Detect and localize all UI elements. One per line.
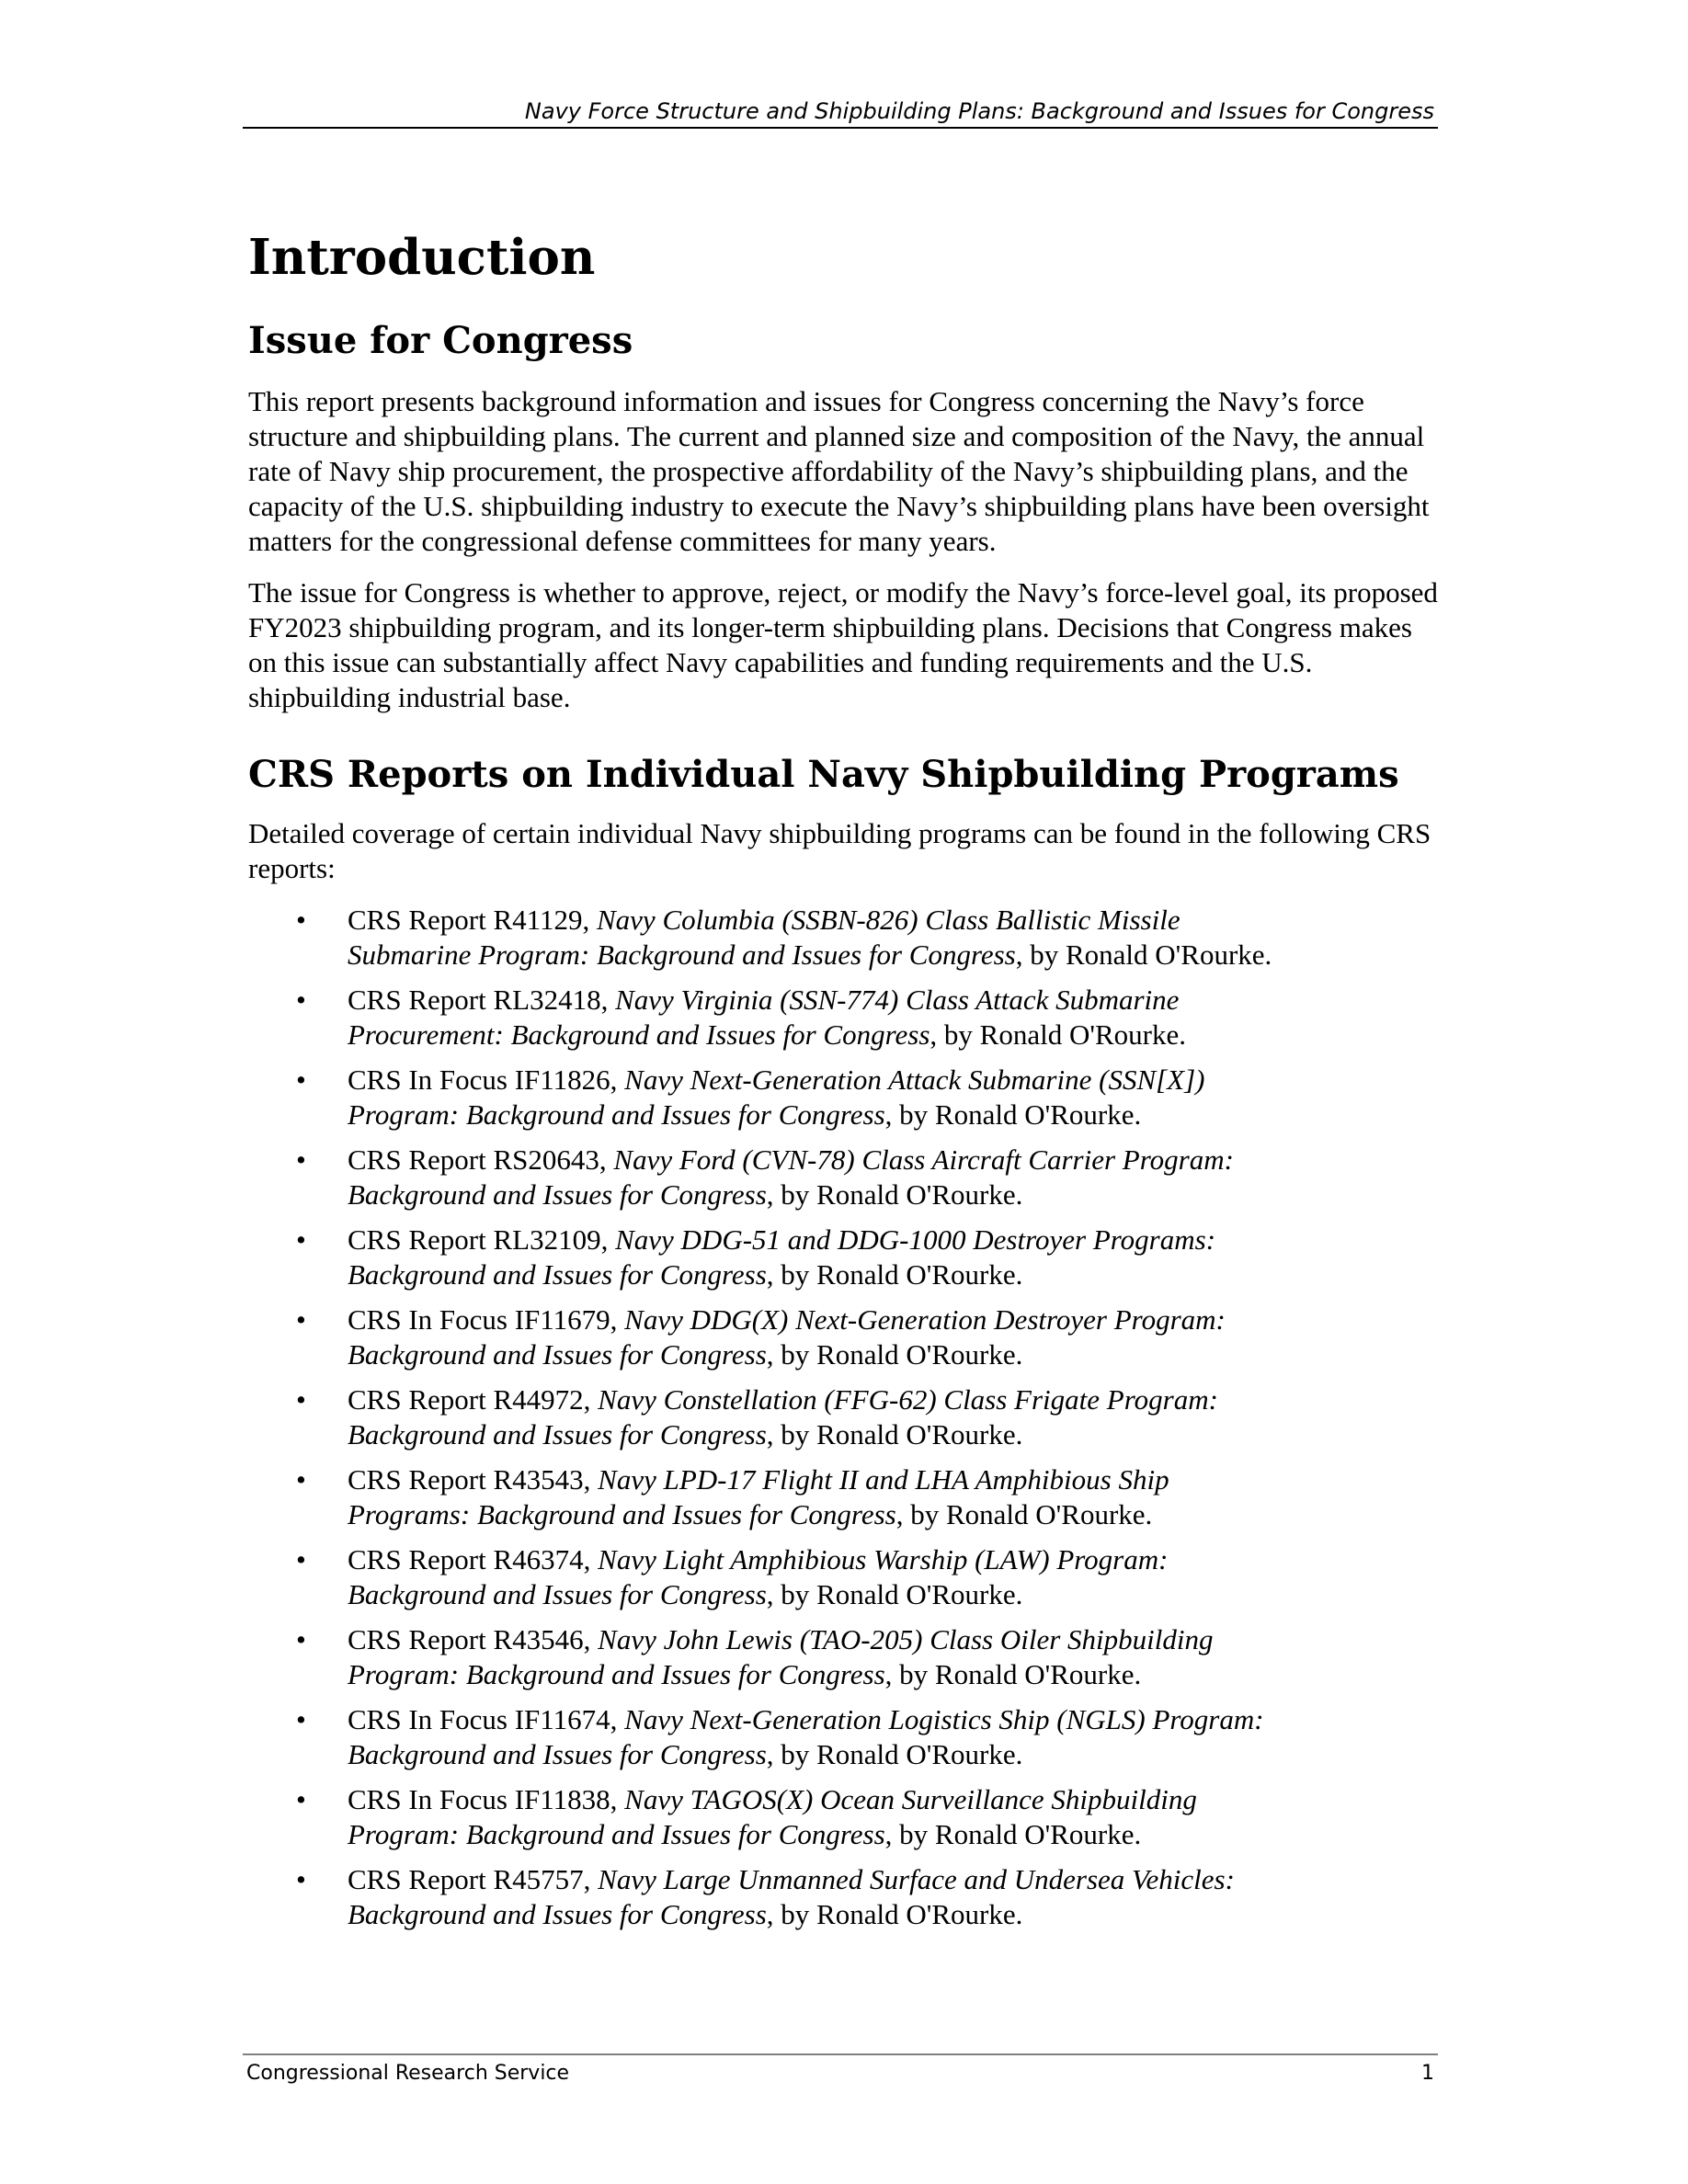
report-author: , by Ronald O'Rourke.	[766, 1578, 1023, 1610]
list-item	[248, 1782, 1407, 1852]
bullet-icon: •	[296, 1143, 306, 1176]
running-header	[243, 97, 1438, 129]
report-line-2	[348, 1817, 1407, 1852]
list-item	[248, 1462, 1407, 1532]
report-line-2	[348, 1177, 1407, 1212]
bullet-icon: •	[296, 1064, 306, 1096]
list-item	[248, 983, 1407, 1052]
report-author: , by Ronald O'Rourke.	[766, 1418, 1023, 1450]
list-item	[248, 1063, 1407, 1132]
crs-report-list	[248, 903, 1443, 1932]
report-title: Navy Constellation (FFG-62) Class Frigate Program:	[598, 1383, 1218, 1416]
report-line-1	[348, 1063, 1407, 1098]
report-line-1	[348, 1782, 1407, 1817]
report-title: Navy Ford (CVN-78) Class Aircraft Carrier Program:	[613, 1143, 1234, 1176]
report-line-2	[348, 1018, 1407, 1052]
page-body	[248, 221, 1443, 1942]
report-line-1	[348, 1302, 1407, 1337]
report-title: Program: Background and Issues for Congress	[348, 1658, 885, 1690]
report-title: Navy Next-Generation Logistics Ship (NGLS) Program:	[624, 1703, 1264, 1735]
report-title: Navy DDG(X) Next-Generation Destroyer Program:	[624, 1303, 1226, 1336]
bullet-icon: •	[296, 1463, 306, 1496]
bullet-icon: •	[296, 1543, 306, 1575]
report-line-2	[348, 1497, 1407, 1532]
report-title: Navy Large Unmanned Surface and Undersea Vehicles:	[598, 1863, 1235, 1895]
bullet-icon: •	[296, 1303, 306, 1336]
report-title: Navy TAGOS(X) Ocean Surveillance Shipbuilding	[624, 1783, 1197, 1815]
report-line-1	[348, 983, 1407, 1018]
report-line-1	[348, 1223, 1407, 1257]
running-title: Navy Force Structure and Shipbuilding Plans: Background and Issues for Congress	[524, 98, 1434, 124]
list-item	[248, 1542, 1407, 1612]
report-prefix: CRS In Focus IF11674,	[348, 1703, 625, 1735]
report-author: , by Ronald O'Rourke.	[884, 1818, 1142, 1850]
bullet-icon: •	[296, 1783, 306, 1815]
list-item	[248, 1302, 1407, 1372]
report-author: , by Ronald O'Rourke.	[766, 1738, 1023, 1770]
report-title: Navy John Lewis (TAO-205) Class Oiler Shipbuilding	[598, 1623, 1214, 1655]
report-title: Submarine Program: Background and Issues for Congress	[348, 938, 1016, 971]
report-title: Background and Issues for Congress	[348, 1338, 767, 1371]
report-prefix: CRS In Focus IF11679,	[348, 1303, 625, 1336]
report-line-2	[348, 938, 1407, 973]
list-item	[248, 1223, 1407, 1292]
report-author: , by Ronald O'Rourke.	[1015, 938, 1272, 971]
list-item	[248, 1862, 1407, 1932]
report-title: Navy Virginia (SSN-774) Class Attack Submarine	[615, 984, 1180, 1016]
report-prefix: CRS Report RL32109,	[348, 1223, 616, 1256]
bullet-icon: •	[296, 1703, 306, 1735]
report-line-1	[348, 1382, 1407, 1417]
page-number: 1	[1421, 2062, 1434, 2085]
report-author: , by Ronald O'Rourke.	[766, 1338, 1023, 1371]
bullet-icon: •	[296, 1223, 306, 1256]
report-title: Navy LPD-17 Flight II and LHA Amphibious Ship	[598, 1463, 1169, 1496]
bullet-icon: •	[296, 1863, 306, 1895]
report-title: Background and Issues for Congress	[348, 1738, 767, 1770]
page-footer	[243, 2053, 1438, 2092]
crs-reports-intro: Detailed coverage of certain individual Navy shipbuilding programs can be found in the following CRS reports:	[248, 817, 1431, 884]
report-author: , by Ronald O'Rourke.	[766, 1258, 1023, 1291]
bullet-icon: •	[296, 1623, 306, 1655]
footer-publisher: Congressional Research Service	[246, 2062, 570, 2085]
list-item	[248, 1622, 1407, 1692]
report-line-1	[348, 1622, 1407, 1657]
report-title: Background and Issues for Congress	[348, 1578, 767, 1610]
issue-paragraph-2: The issue for Congress is whether to approve, reject, or modify the Navy’s force-level goal, its proposed FY2023 shipbuilding program, and its longer-term shipbuilding plans. Decisions that Congress makes on this issue can substantially affect Navy capabilities and funding requirements and the U.S. shipbuilding industrial base.	[248, 576, 1438, 713]
report-author: , by Ronald O'Rourke.	[884, 1098, 1142, 1131]
list-item	[248, 1143, 1407, 1212]
report-title: Programs: Background and Issues for Congress	[348, 1498, 896, 1530]
report-title: Navy Light Amphibious Warship (LAW) Program:	[598, 1543, 1169, 1575]
list-item	[248, 1702, 1407, 1772]
report-line-1	[348, 1702, 1407, 1737]
report-author: , by Ronald O'Rourke.	[895, 1498, 1153, 1530]
report-title: Procurement: Background and Issues for Congress	[348, 1018, 930, 1051]
report-line-2	[348, 1577, 1407, 1612]
bullet-icon: •	[296, 984, 306, 1016]
report-title: Navy DDG-51 and DDG-1000 Destroyer Programs:	[615, 1223, 1216, 1256]
issue-paragraph-1: This report presents background information and issues for Congress concerning the Navy’s force structure and shipbuilding plans. The current and planned size and composition of the Navy, the annual rate of Navy ship procurement, the prospective affordability of the Navy’s shipbuilding plans, and the capacity of the U.S. shipbuilding industry to execute the Navy’s shipbuilding plans have been oversight matters for the congressional defense committees for many years.	[248, 385, 1430, 557]
report-line-2	[348, 1257, 1407, 1292]
report-prefix: CRS Report R43543,	[348, 1463, 599, 1496]
report-line-1	[348, 1542, 1407, 1577]
report-line-2	[348, 1098, 1407, 1132]
report-author: , by Ronald O'Rourke.	[766, 1178, 1023, 1211]
report-title: Program: Background and Issues for Congress	[348, 1818, 885, 1850]
bullet-icon: •	[296, 904, 306, 936]
report-line-2	[348, 1897, 1407, 1932]
page-title: Introduction	[248, 229, 596, 286]
report-prefix: CRS Report R43546,	[348, 1623, 599, 1655]
report-title: Background and Issues for Congress	[348, 1258, 767, 1291]
report-title: Background and Issues for Congress	[348, 1898, 767, 1930]
report-title: Background and Issues for Congress	[348, 1178, 767, 1211]
section-heading-crs-reports: CRS Reports on Individual Navy Shipbuilding Programs	[248, 753, 1399, 796]
report-title: Navy Next-Generation Attack Submarine (SSN[X])	[624, 1064, 1205, 1096]
report-line-1	[348, 903, 1407, 938]
report-prefix: CRS Report RS20643,	[348, 1143, 614, 1176]
report-line-2	[348, 1417, 1407, 1452]
report-prefix: CRS Report R44972,	[348, 1383, 599, 1416]
report-author: , by Ronald O'Rourke.	[766, 1898, 1023, 1930]
report-title: Program: Background and Issues for Congress	[348, 1098, 885, 1131]
report-title: Navy Columbia (SSBN-826) Class Ballistic Missile	[597, 904, 1180, 936]
section-heading-issue: Issue for Congress	[248, 319, 633, 362]
report-author: , by Ronald O'Rourke.	[930, 1018, 1186, 1051]
report-prefix: CRS In Focus IF11838,	[348, 1783, 625, 1815]
report-line-1	[348, 1862, 1407, 1897]
list-item	[248, 1382, 1407, 1452]
report-line-2	[348, 1737, 1407, 1772]
report-prefix: CRS In Focus IF11826,	[348, 1064, 625, 1096]
report-line-1	[348, 1143, 1407, 1177]
report-line-1	[348, 1462, 1407, 1497]
report-prefix: CRS Report R41129,	[348, 904, 597, 936]
report-author: , by Ronald O'Rourke.	[884, 1658, 1142, 1690]
report-prefix: CRS Report R45757,	[348, 1863, 599, 1895]
bullet-icon: •	[296, 1383, 306, 1416]
report-line-2	[348, 1657, 1407, 1692]
list-item	[248, 903, 1407, 973]
report-prefix: CRS Report RL32418,	[348, 984, 616, 1016]
report-line-2	[348, 1337, 1407, 1372]
report-prefix: CRS Report R46374,	[348, 1543, 599, 1575]
report-title: Background and Issues for Congress	[348, 1418, 767, 1450]
